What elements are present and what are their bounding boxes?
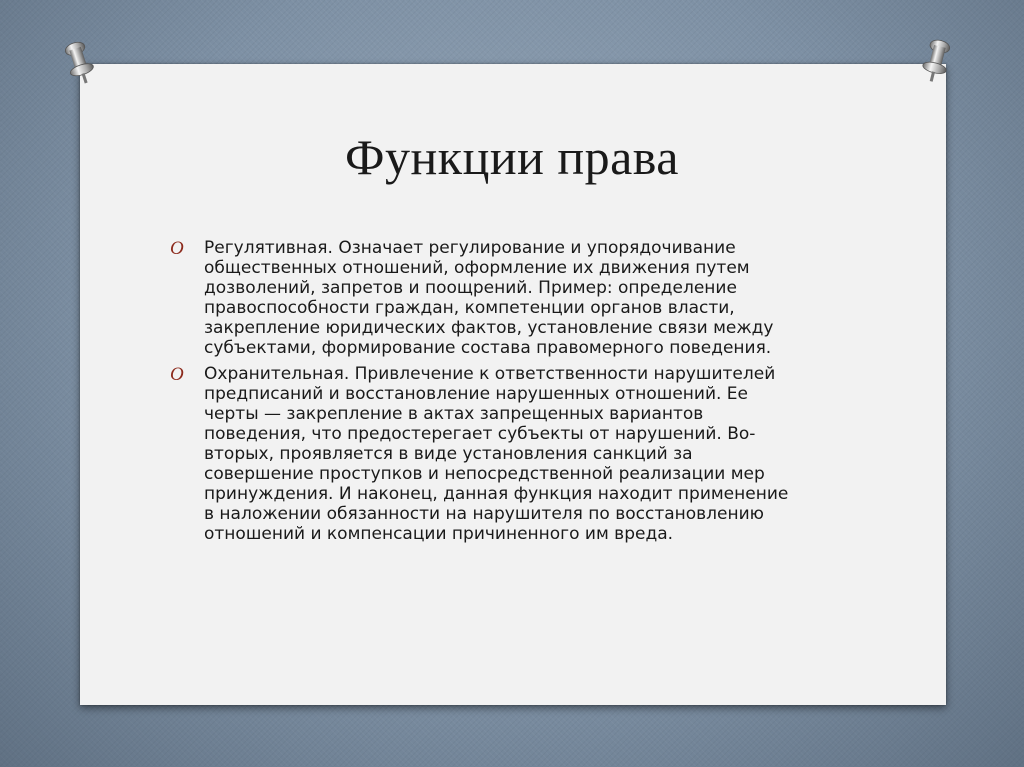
push-pin-icon: [916, 35, 957, 89]
bullet-text-regulatory: Регулятивная. Означает регулирование и упорядочивание общественных отношений, оформление их движения путем дозволений, запретов и поощрений. Пример: определение правоспособности граждан, компетенции органов власти, закрепление юридических фактов, установление связи между субъектами, формирование состава правомерного поведения.: [204, 238, 774, 358]
bullet-item: [170, 238, 850, 358]
bullet-item: [170, 364, 850, 544]
bullet-marker-icon: O: [170, 364, 184, 385]
push-pin-icon: [58, 37, 101, 92]
bullet-marker-icon: O: [170, 238, 184, 259]
bullet-list: [170, 238, 850, 550]
slide-title: Функции права: [345, 129, 679, 185]
bullet-text-protective: Охранительная. Привлечение к ответственности нарушителей предписаний и восстановление нарушенных отношений. Ее черты — закрепление в актах запрещенных вариантов поведения, что предостерегает субъекты от нарушений. Во- вторых, проявляется в виде установления санкций за совершение проступков и непосредственной реализации мер принуждения. И наконец, данная функция находит применение в наложении обязанности на нарушителя по восстановлению отношений и компенсации причиненного им вреда.: [204, 364, 789, 544]
